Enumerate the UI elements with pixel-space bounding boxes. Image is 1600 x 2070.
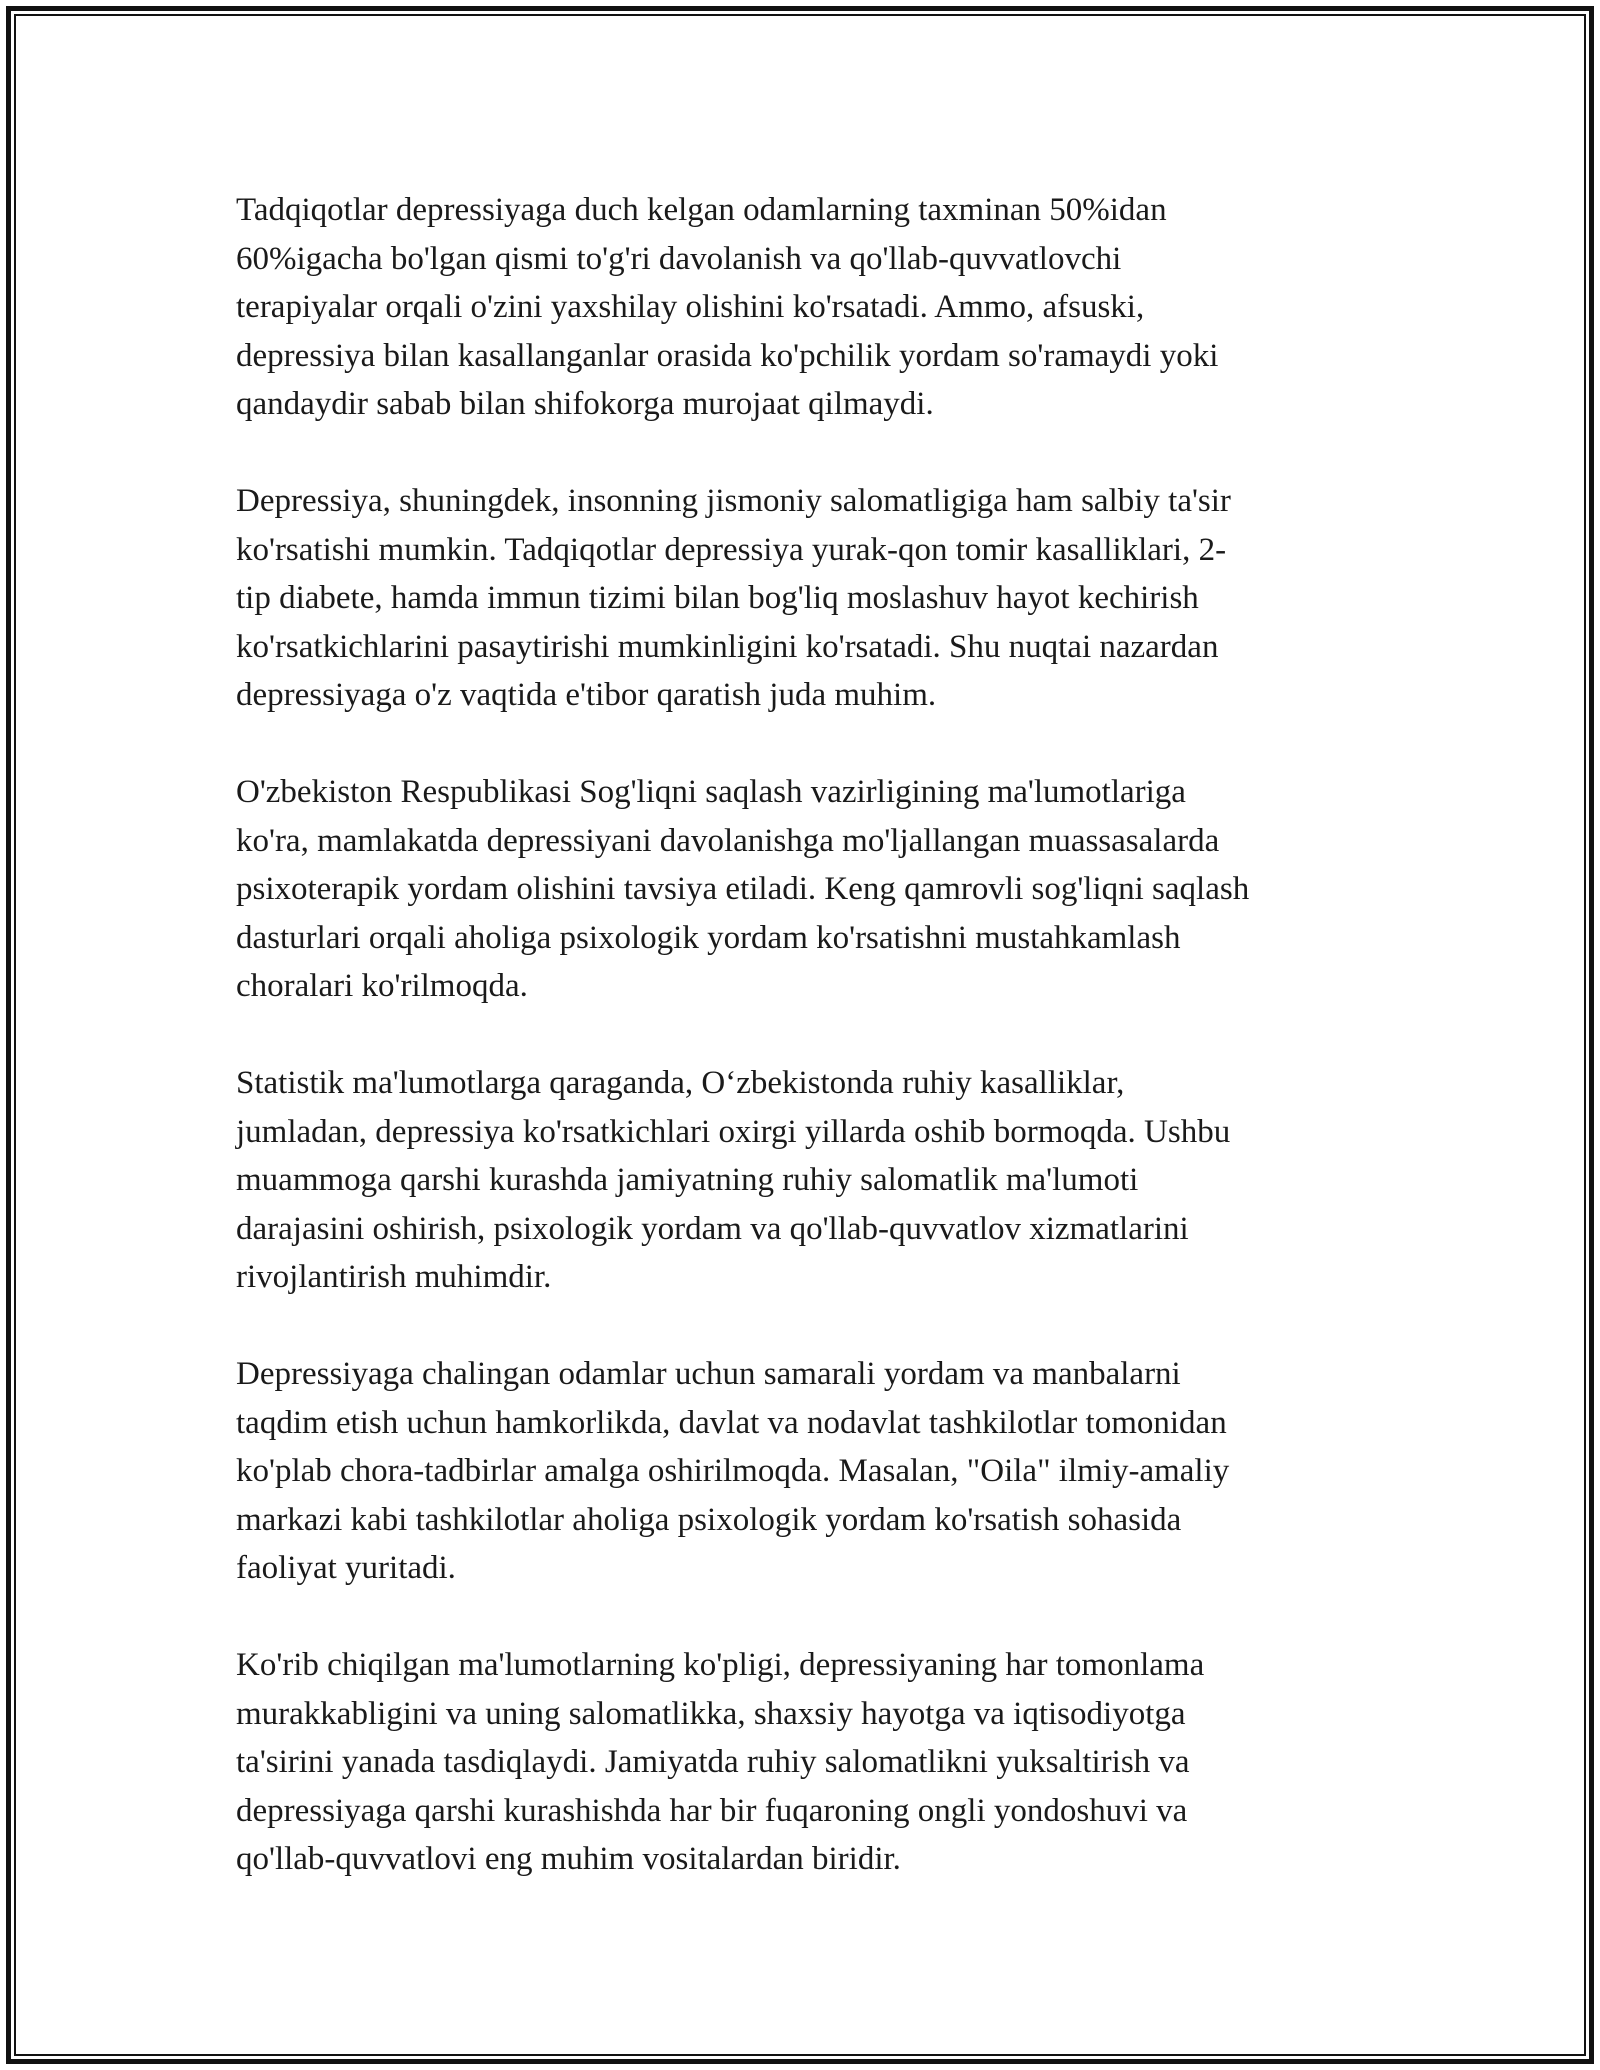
paragraph-4: Statistik ma'lumotlarga qaraganda, O‘zbekistonda ruhiy kasalliklar, jumladan, depressiya ko'rsatkichlari oxirgi yillarda oshib bormoqda. Ushbu muammoga qarshi kurashda jamiyatning ruhiy salomatlik ma'lumoti darajasini oshirish, psixologik yordam va qo'llab-quvvatlov xizmatlarini rivojlantirish muhimdir. [236,1065,1231,1295]
paragraph-3: O'zbekiston Respublikasi Sog'liqni saqlash vazirligining ma'lumotlariga ko'ra, mamlakatda depressiyani davolanishga mo'ljallangan muassasalarda psixoterapik yordam olishini tavsiya etiladi. Keng qamrovli sog'liqni saqlash dasturlari orqali aholiga psixologik yordam ko'rsatishni mustahkamlash choralari ko'rilmoqda. [236,774,1250,1004]
paragraph-5: Depressiyaga chalingan odamlar uchun samarali yordam va manbalarni taqdim etish uchun hamkorlikda, davlat va nodavlat tashkilotlar tomonidan ko'plab chora-tadbirlar amalga oshirilmoqda. Masalan, "Oila" ilmiy-amaliy markazi kabi tashkilotlar aholiga psixologik yordam ko'rsatish sohasida faoliyat yuritadi. [236,1356,1230,1586]
document-body [236,186,1376,1932]
paragraph-6: Ko'rib chiqilgan ma'lumotlarning ko'pligi, depressiyaning har tomonlama murakkabligini va uning salomatlikka, shaxsiy hayotga va iqtisodiyotga ta'sirini yanada tasdiqlaydi. Jamiyatda ruhiy salomatlikni yuksaltirish va depressiyaga qarshi kurashishda har bir fuqaroning ongli yondoshuvi va qo'llab-quvvatlovi eng muhim vositalardan biridir. [236,1647,1205,1877]
paragraph-2: Depressiya, shuningdek, insonning jismoniy salomatligiga ham salbiy ta'sir ko'rsatishi mumkin. Tadqiqotlar depressiya yurak-qon tomir kasalliklari, 2- tip diabete, hamda immun tizimi bilan bog'liq moslashuv hayot kechirish ko'rsatkichlarini pasaytirishi mumkinligini ko'rsatadi. Shu nuqtai nazardan depressiyaga o'z vaqtida e'tibor qaratish juda muhim. [236,483,1231,713]
paragraph-1: Tadqiqotlar depressiyaga duch kelgan odamlarning taxminan 50%idan 60%igacha bo'lgan qismi to'g'ri davolanish va qo'llab-quvvatlovchi terapiyalar orqali o'zini yaxshilay olishini ko'rsatadi. Ammo, afsuski, depressiya bilan kasallanganlar orasida ko'pchilik yordam so'ramaydi yoki qandaydir sabab bilan shifokorga murojaat qilmaydi. [236,192,1219,422]
